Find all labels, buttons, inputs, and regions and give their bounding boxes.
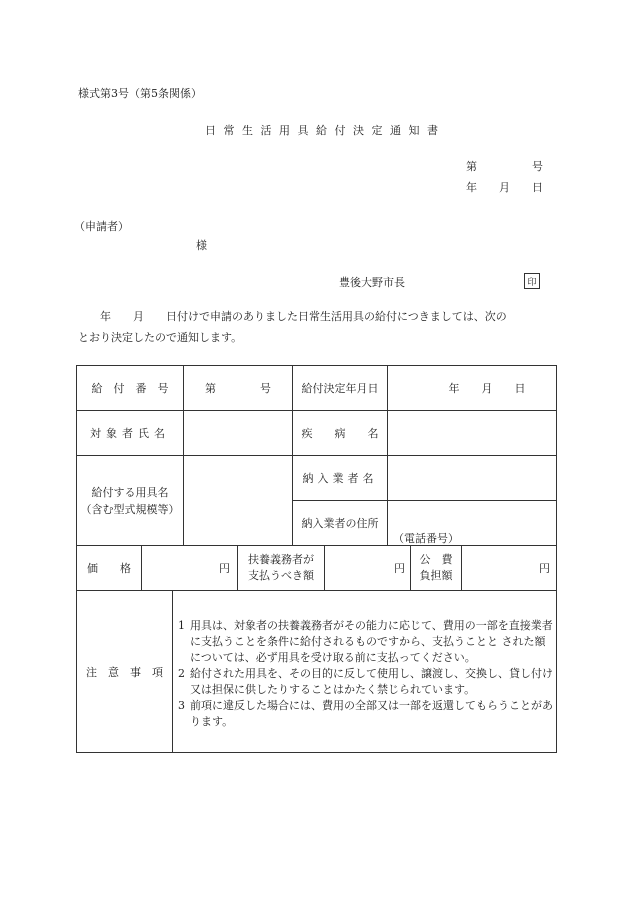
public-burden-yen: 円 xyxy=(539,562,550,575)
note-item xyxy=(178,618,554,666)
disease-label: 疾 病 名 xyxy=(301,427,379,440)
item-name-label-line1: 給付する用具名 xyxy=(91,485,169,499)
document-date: 年 月 日 xyxy=(466,181,543,194)
supplier-address-label: 納入業者の住所 xyxy=(301,517,379,530)
grant-number-label: 給 付 番 号 xyxy=(91,382,169,395)
notes-label: 注 意 事 項 xyxy=(86,665,163,679)
item-name-label-line2: （含む型式規模等） xyxy=(80,502,180,516)
form-id: 様式第3号（第5条関係） xyxy=(78,87,202,100)
note-number: 3 xyxy=(178,699,185,712)
supplier-name-label: 納入業者名 xyxy=(302,472,378,485)
decision-date-label: 給付決定年月日 xyxy=(301,382,379,395)
subject-name-label: 対象者氏名 xyxy=(90,427,170,440)
guardian-payment-line1: 扶養義務者が xyxy=(248,553,314,566)
issuer: 豊後大野市長 xyxy=(339,276,405,289)
intro-line-2: とおり決定したので通知します。 xyxy=(78,331,243,344)
item-name-label xyxy=(77,456,183,545)
note-text: 用具は、対象者の扶養義務者がその能力に応じて、費用の一部を直接業者に支払うことを条件に給付されるものですから、支払うことと された額については、必ず用具を受け取る前に支払ってください。 xyxy=(190,619,553,664)
price-yen: 円 xyxy=(219,562,230,575)
price-label: 価 格 xyxy=(87,562,131,575)
note-text: 給付された用具を、その目的に反して使用し、譲渡し、交換し、貸し付け又は担保に供したりすることはかたく禁じられています。 xyxy=(190,667,553,696)
guardian-payment-label xyxy=(238,546,324,590)
public-burden-label xyxy=(411,546,461,590)
notes-list xyxy=(178,618,554,730)
note-number: 2 xyxy=(178,667,185,680)
note-text: 前項に違反した場合には、費用の全部又は一部を返還してもらうことがあります。 xyxy=(190,699,553,728)
public-burden-line2: 負担額 xyxy=(419,569,453,582)
guardian-payment-line2: 支払うべき額 xyxy=(248,569,314,582)
applicant-label: （申請者） xyxy=(74,220,129,233)
document-title: 日常生活用具給付決定通知書 xyxy=(205,124,446,137)
public-burden-line1: 公 費 xyxy=(419,553,453,566)
phone-label: （電話番号） xyxy=(393,532,459,545)
note-item xyxy=(178,698,554,730)
guardian-payment-yen: 円 xyxy=(394,562,405,575)
seal-mark: 印 xyxy=(524,273,540,289)
document-number: 第 号 xyxy=(466,160,543,173)
honorific: 様 xyxy=(196,239,207,252)
grant-number-value: 第 号 xyxy=(205,382,271,395)
intro-line-1: 年 月 日付けで申請のありました日常生活用具の給付につきましては、次の xyxy=(78,310,507,323)
note-number: 1 xyxy=(178,619,185,632)
decision-date-value: 年 月 日 xyxy=(448,382,526,395)
note-item xyxy=(178,666,554,698)
